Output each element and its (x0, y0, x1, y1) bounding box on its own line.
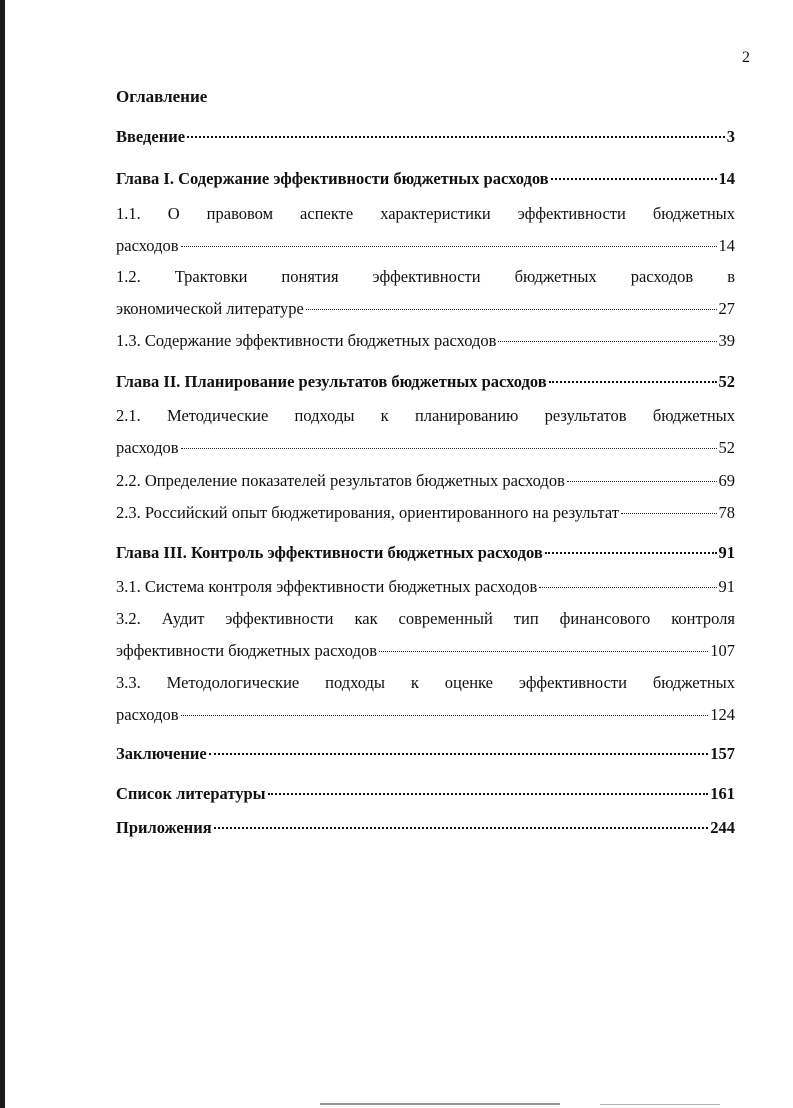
toc-entry-section-1-3[interactable] (116, 331, 735, 351)
toc-entry-page: 39 (718, 331, 735, 350)
toc-entry-text-line-1: 1.1. О правовом аспекте характеристики эффективности бюджетных (116, 204, 735, 223)
toc-entry-page: 52 (718, 372, 735, 391)
leader-dots (545, 552, 717, 554)
toc-entry-section-3-1[interactable] (116, 577, 735, 597)
toc-entry-text: Список литературы (116, 784, 266, 803)
toc-entry-page: 157 (710, 744, 735, 763)
toc-entry-text: Введение (116, 127, 186, 146)
toc-entry-section-3-2[interactable] (116, 609, 735, 661)
leader-dots (567, 481, 717, 482)
toc-entry-section-1-1[interactable] (116, 204, 735, 256)
scan-shadow-left (0, 0, 5, 1108)
toc-entry-text: 1.3. Содержание эффективности бюджетных расходов (116, 331, 497, 350)
leader-dots (214, 827, 709, 829)
toc-entry-text: экономической литературе (116, 299, 304, 318)
toc-entry-bibliography[interactable] (116, 784, 735, 804)
page-number: 2 (742, 49, 750, 66)
toc-entry-text: Глава III. Контроль эффективности бюджетных расходов (116, 543, 543, 562)
toc-entry-section-2-1[interactable] (116, 406, 735, 458)
leader-dots (209, 753, 709, 755)
toc-entry-text: 2.3. Российский опыт бюджетирования, ориентированного на результат (116, 503, 619, 522)
toc-entry-text-line-1: 3.2. Аудит эффективности как современный тип финансового контроля (116, 609, 735, 628)
toc-entry-conclusion[interactable] (116, 744, 735, 764)
toc-entry-page: 91 (718, 543, 735, 562)
toc-entry-chapter-3[interactable] (116, 543, 735, 563)
toc-entry-section-2-3[interactable] (116, 503, 735, 523)
leader-dots (181, 715, 709, 716)
toc-entry-page: 14 (718, 169, 735, 188)
leader-dots (187, 136, 725, 138)
toc-entry-chapter-2[interactable] (116, 372, 735, 392)
toc-title: Оглавление (116, 87, 208, 106)
toc-entry-text: расходов (116, 705, 179, 724)
toc-entry-page: 244 (710, 818, 735, 837)
toc-entry-text: Глава I. Содержание эффективности бюджетных расходов (116, 169, 549, 188)
toc-entry-text-line-1: 3.3. Методологические подходы к оценке эффективности бюджетных (116, 673, 735, 692)
toc-entry-page: 124 (710, 705, 735, 724)
leader-dots (181, 246, 717, 247)
toc-entry-text-line-1: 2.1. Методические подходы к планированию результатов бюджетных (116, 406, 735, 425)
toc-entry-page: 78 (718, 503, 735, 522)
toc-entry-section-3-3[interactable] (116, 673, 735, 725)
leader-dots (551, 178, 717, 180)
toc-entry-text: 2.2. Определение показателей результатов бюджетных расходов (116, 471, 565, 490)
toc-entry-page: 69 (718, 471, 735, 490)
toc-entry-text: расходов (116, 438, 179, 457)
toc-entry-page: 161 (710, 784, 735, 803)
leader-dots (621, 513, 717, 514)
toc-entry-page: 3 (726, 127, 735, 146)
leader-dots (379, 651, 708, 652)
toc-entry-text-line-1: 1.2. Трактовки понятия эффективности бюджетных расходов в (116, 267, 735, 286)
leader-dots (549, 381, 717, 383)
toc-entry-chapter-1[interactable] (116, 169, 735, 189)
toc-entry-page: 107 (710, 641, 735, 660)
leader-dots (539, 587, 716, 588)
toc-entry-text: Приложения (116, 818, 212, 837)
scan-artifact-bottom-2 (600, 1104, 720, 1105)
toc-entry-introduction[interactable] (116, 127, 735, 147)
toc-entry-page: 52 (718, 438, 735, 457)
toc-entry-section-1-2[interactable] (116, 267, 735, 319)
leader-dots (498, 341, 716, 342)
toc-entry-text: эффективности бюджетных расходов (116, 641, 378, 660)
toc-entry-appendices[interactable] (116, 818, 735, 838)
leader-dots (306, 309, 717, 310)
leader-dots (268, 793, 709, 795)
toc-entry-page: 14 (718, 236, 735, 255)
toc-entry-text: 3.1. Система контроля эффективности бюджетных расходов (116, 577, 538, 596)
toc-entry-page: 91 (718, 577, 735, 596)
leader-dots (181, 448, 717, 449)
toc-entry-text: расходов (116, 236, 179, 255)
scan-artifact-bottom (320, 1103, 560, 1105)
toc-entry-text: Заключение (116, 744, 207, 763)
toc-entry-text: Глава II. Планирование результатов бюджетных расходов (116, 372, 547, 391)
toc-entry-page: 27 (718, 299, 735, 318)
toc-entry-section-2-2[interactable] (116, 471, 735, 491)
